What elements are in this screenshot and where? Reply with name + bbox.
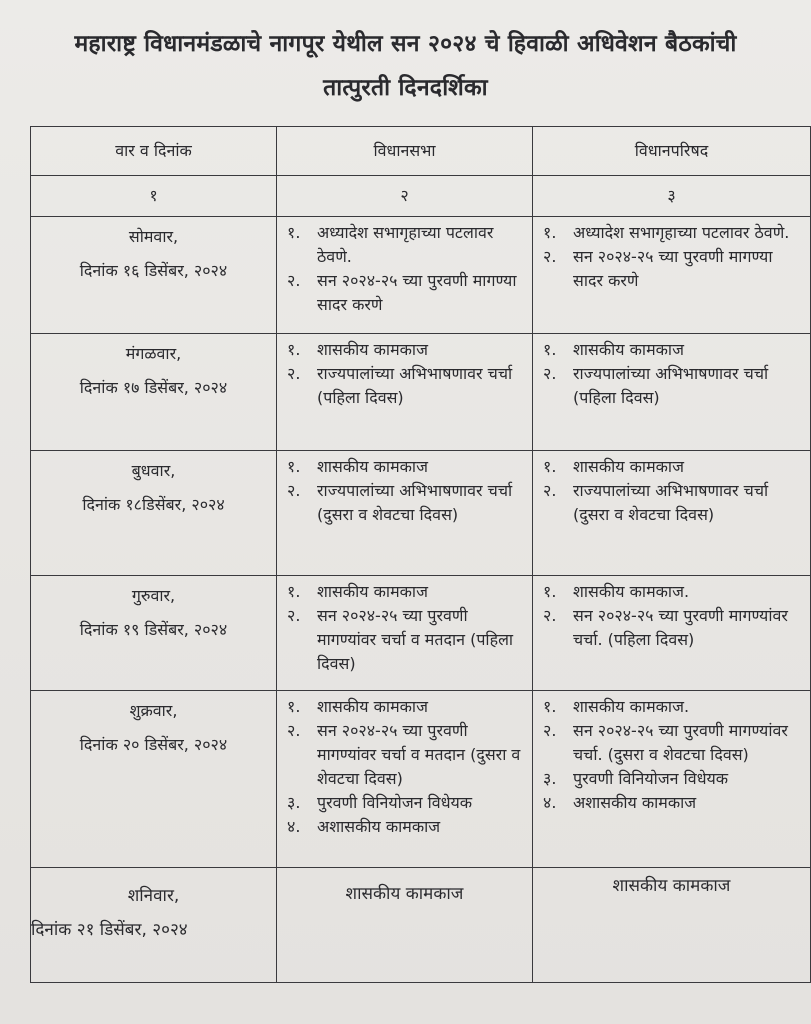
agenda-item-number: १.: [543, 223, 557, 242]
vidhanparishad-cell: [533, 217, 811, 334]
table-row-saturday: [31, 868, 811, 983]
agenda-item-number: २.: [287, 606, 301, 625]
agenda-item-number: २.: [287, 271, 301, 290]
agenda-list: [277, 691, 532, 843]
column-number-2: २: [277, 176, 533, 217]
column-number-row: [31, 176, 811, 217]
agenda-item: [543, 338, 804, 362]
day-date: दिनांक १६ डिसेंबर, २०२४: [79, 261, 228, 280]
header-row: [31, 127, 811, 176]
agenda-item-text: पुरवणी विनियोजन विधेयक: [573, 769, 729, 788]
schedule-rows: [31, 217, 811, 868]
header-day-date: वार व दिनांक: [31, 127, 277, 176]
document-title: [0, 22, 811, 110]
table-row: [31, 334, 811, 451]
column-number-3: ३: [533, 176, 811, 217]
day-date: दिनांक १७ डिसेंबर, २०२४: [79, 378, 228, 397]
agenda-item-text: अशासकीय कामकाज: [573, 793, 697, 812]
agenda-item: [543, 719, 804, 767]
agenda-item: [287, 815, 526, 839]
agenda-item: [543, 362, 804, 410]
agenda-item-number: १.: [543, 457, 557, 476]
agenda-list: [277, 576, 532, 680]
agenda-item-text: राज्यपालांच्या अभिभाषणावर चर्चा (पहिला दिवस): [573, 364, 769, 407]
agenda-item-text: शासकीय कामकाज: [573, 457, 684, 476]
agenda-item-text: सन २०२४-२५ च्या पुरवणी मागण्यांवर चर्चा. (दुसरा व शेवटचा दिवस): [573, 721, 788, 764]
table-row: [31, 576, 811, 691]
day-cell: [31, 217, 277, 334]
agenda-item-number: २.: [287, 721, 301, 740]
vidhanparishad-cell: शासकीय कामकाज: [533, 868, 811, 983]
agenda-item: [287, 695, 526, 719]
day-name: शनिवार,: [127, 886, 180, 906]
agenda-item-text: अध्यादेश सभागृहाच्या पटलावर ठेवणे.: [573, 223, 790, 242]
agenda-item-text: शासकीय कामकाज: [317, 697, 428, 716]
day-name: सोमवार,: [128, 227, 179, 246]
agenda-item-text: राज्यपालांच्या अभिभाषणावर चर्चा (दुसरा व शेवटचा दिवस): [317, 481, 513, 524]
agenda-item-text: राज्यपालांच्या अभिभाषणावर चर्चा (पहिला दिवस): [317, 364, 513, 407]
agenda-list: [533, 334, 810, 414]
agenda-item-text: अशासकीय कामकाज: [317, 817, 441, 836]
day-cell: [31, 451, 277, 576]
agenda-item-number: १.: [543, 582, 557, 601]
agenda-item-number: ४.: [543, 793, 557, 812]
vidhansabha-cell: [277, 576, 533, 691]
agenda-item-number: १.: [543, 697, 557, 716]
agenda-item: [543, 604, 804, 652]
vidhanparishad-cell: [533, 451, 811, 576]
vidhansabha-cell: [277, 691, 533, 868]
agenda-item-number: २.: [543, 721, 557, 740]
agenda-item-text: शासकीय कामकाज: [573, 340, 684, 359]
agenda-item: [287, 455, 526, 479]
day-name: मंगळवार,: [125, 344, 182, 363]
agenda-item: [287, 338, 526, 362]
agenda-list: [533, 217, 810, 297]
agenda-item-number: ४.: [287, 817, 301, 836]
agenda-item-text: शासकीय कामकाज: [317, 457, 428, 476]
day-date: दिनांक २० डिसेंबर, २०२४: [79, 735, 228, 754]
table-row: [31, 217, 811, 334]
vidhansabha-cell: [277, 217, 533, 334]
vidhanparishad-cell: [533, 334, 811, 451]
table-row: [31, 451, 811, 576]
agenda-item-number: १.: [287, 457, 301, 476]
agenda-item: [543, 580, 804, 604]
agenda-item: [543, 245, 804, 293]
agenda-item-text: सन २०२४-२५ च्या पुरवणी मागण्या सादर करणे: [573, 247, 773, 290]
agenda-list: [277, 217, 532, 321]
agenda-item-number: १.: [287, 223, 301, 242]
agenda-item: [543, 695, 804, 719]
agenda-item-number: २.: [543, 364, 557, 383]
agenda-item-number: २.: [287, 364, 301, 383]
day-name: बुधवार,: [131, 461, 176, 480]
agenda-list: [533, 691, 810, 819]
vidhansabha-cell: शासकीय कामकाज: [277, 868, 533, 983]
agenda-item-number: ३.: [287, 793, 301, 812]
title-line-2: तात्पुरती दिनदर्शिका: [323, 75, 488, 101]
agenda-item: [287, 221, 526, 269]
title-line-1: महाराष्ट्र विधानमंडळाचे नागपूर येथील सन २०२४ चे हिवाळी अधिवेशन बैठकांची: [74, 31, 737, 57]
agenda-item-number: २.: [543, 481, 557, 500]
day-cell: [31, 691, 277, 868]
day-cell: [31, 868, 277, 983]
agenda-item-number: २.: [287, 481, 301, 500]
agenda-item-number: १.: [287, 340, 301, 359]
agenda-item: [543, 479, 804, 527]
day-cell: [31, 576, 277, 691]
agenda-item: [287, 269, 526, 317]
agenda-item-text: शासकीय कामकाज: [317, 582, 428, 601]
agenda-item-text: शासकीय कामकाज.: [573, 697, 690, 716]
agenda-item: [287, 580, 526, 604]
agenda-list: [277, 334, 532, 414]
vidhansabha-cell: [277, 451, 533, 576]
agenda-item-text: सन २०२४-२५ च्या पुरवणी मागण्यांवर चर्चा व मतदान (पहिला दिवस): [317, 606, 514, 673]
schedule-table: [30, 126, 811, 983]
agenda-item: [543, 767, 804, 791]
agenda-item-text: शासकीय कामकाज.: [573, 582, 690, 601]
day-date: दिनांक २१ डिसेंबर, २०२४: [31, 920, 188, 940]
table-row: [31, 691, 811, 868]
agenda-item-number: १.: [287, 582, 301, 601]
agenda-item-number: २.: [543, 606, 557, 625]
header-vidhanparishad: विधानपरिषद: [533, 127, 811, 176]
agenda-item: [287, 719, 526, 791]
agenda-item: [543, 455, 804, 479]
agenda-item-text: अध्यादेश सभागृहाच्या पटलावर ठेवणे.: [317, 223, 494, 266]
agenda-item-text: शासकीय कामकाज: [317, 340, 428, 359]
agenda-item-text: राज्यपालांच्या अभिभाषणावर चर्चा (दुसरा व शेवटचा दिवस): [573, 481, 769, 524]
agenda-item: [287, 791, 526, 815]
agenda-list: [277, 451, 532, 531]
agenda-item: [543, 791, 804, 815]
agenda-item: [287, 479, 526, 527]
day-cell: [31, 334, 277, 451]
day-date: दिनांक १९ डिसेंबर, २०२४: [79, 620, 228, 639]
agenda-item: [543, 221, 804, 245]
vidhanparishad-cell: [533, 576, 811, 691]
agenda-item: [287, 362, 526, 410]
agenda-list: [533, 576, 810, 656]
agenda-item-number: १.: [543, 340, 557, 359]
vidhansabha-cell: [277, 334, 533, 451]
agenda-item-number: २.: [543, 247, 557, 266]
column-number-1: १: [31, 176, 277, 217]
agenda-item-number: १.: [287, 697, 301, 716]
agenda-item-text: सन २०२४-२५ च्या पुरवणी मागण्या सादर करणे: [317, 271, 517, 314]
header-vidhansabha: विधानसभा: [277, 127, 533, 176]
day-date: दिनांक १८डिसेंबर, २०२४: [82, 495, 225, 514]
agenda-list: [533, 451, 810, 531]
day-name: शुक्रवार,: [129, 701, 178, 720]
agenda-item-number: ३.: [543, 769, 557, 788]
vidhanparishad-cell: [533, 691, 811, 868]
day-name: गुरुवार,: [131, 586, 176, 605]
agenda-item-text: सन २०२४-२५ च्या पुरवणी मागण्यांवर चर्चा. (पहिला दिवस): [573, 606, 788, 649]
agenda-item: [287, 604, 526, 676]
agenda-item-text: सन २०२४-२५ च्या पुरवणी मागण्यांवर चर्चा व मतदान (दुसरा व शेवटचा दिवस): [317, 721, 521, 788]
agenda-item-text: पुरवणी विनियोजन विधेयक: [317, 793, 473, 812]
